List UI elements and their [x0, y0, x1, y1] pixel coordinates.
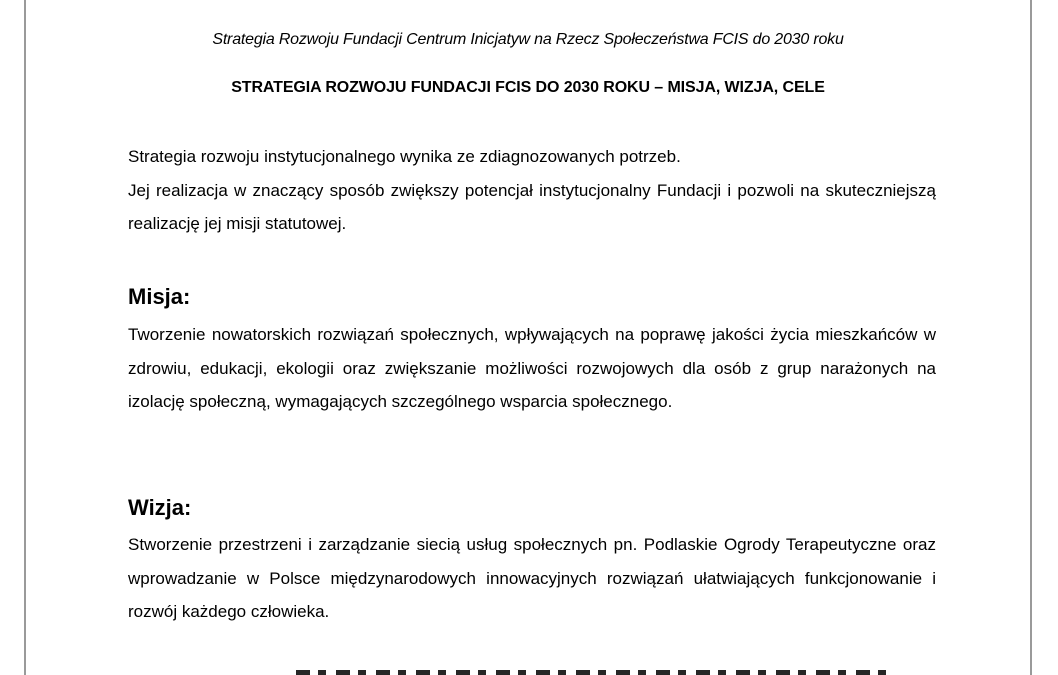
- intro-paragraph: [128, 140, 936, 241]
- intro-line-1: Strategia rozwoju instytucjonalnego wynika ze zdiagnozowanych potrzeb.: [128, 147, 681, 166]
- wizja-heading: Wizja:: [128, 495, 192, 520]
- misja-text: Tworzenie nowatorskich rozwiązań społecznych, wpływających na poprawę jakości życia mieszkańców w zdrowiu, edukacji, ekologii oraz zwiększanie możliwości rozwojowych dla osób z grup narażonych na izolację społeczną, wymagających szczególnego wsparcia społecznego.: [128, 325, 936, 411]
- document-title: STRATEGIA ROZWOJU FUNDACJI FCIS DO 2030 ROKU – MISJA, WIZJA, CELE: [231, 79, 825, 96]
- misja-heading: Misja:: [128, 284, 191, 309]
- running-header: Strategia Rozwoju Fundacji Centrum Inicjatyw na Rzecz Społeczeństwa FCIS do 2030 roku: [212, 31, 844, 48]
- document-page: [24, 0, 1032, 675]
- wizja-text: Stworzenie przestrzeni i zarządzanie siecią usług społecznych pn. Podlaskie Ogrody Terapeutyczne oraz wprowadzanie w Polsce międzynarodowych innowacyjnych rozwiązań ułatwiających funkcjonowanie i rozwój każdego człowieka.: [128, 535, 936, 621]
- wizja-section: [128, 528, 936, 629]
- intro-line-2: Jej realizacja w znaczący sposób zwiększy potencjał instytucjonalny Fundacji i pozwoli na skuteczniejszą realizację jej misji statutowej.: [128, 180, 936, 233]
- cut-off-next-heading: [296, 670, 896, 675]
- misja-section: [128, 318, 936, 419]
